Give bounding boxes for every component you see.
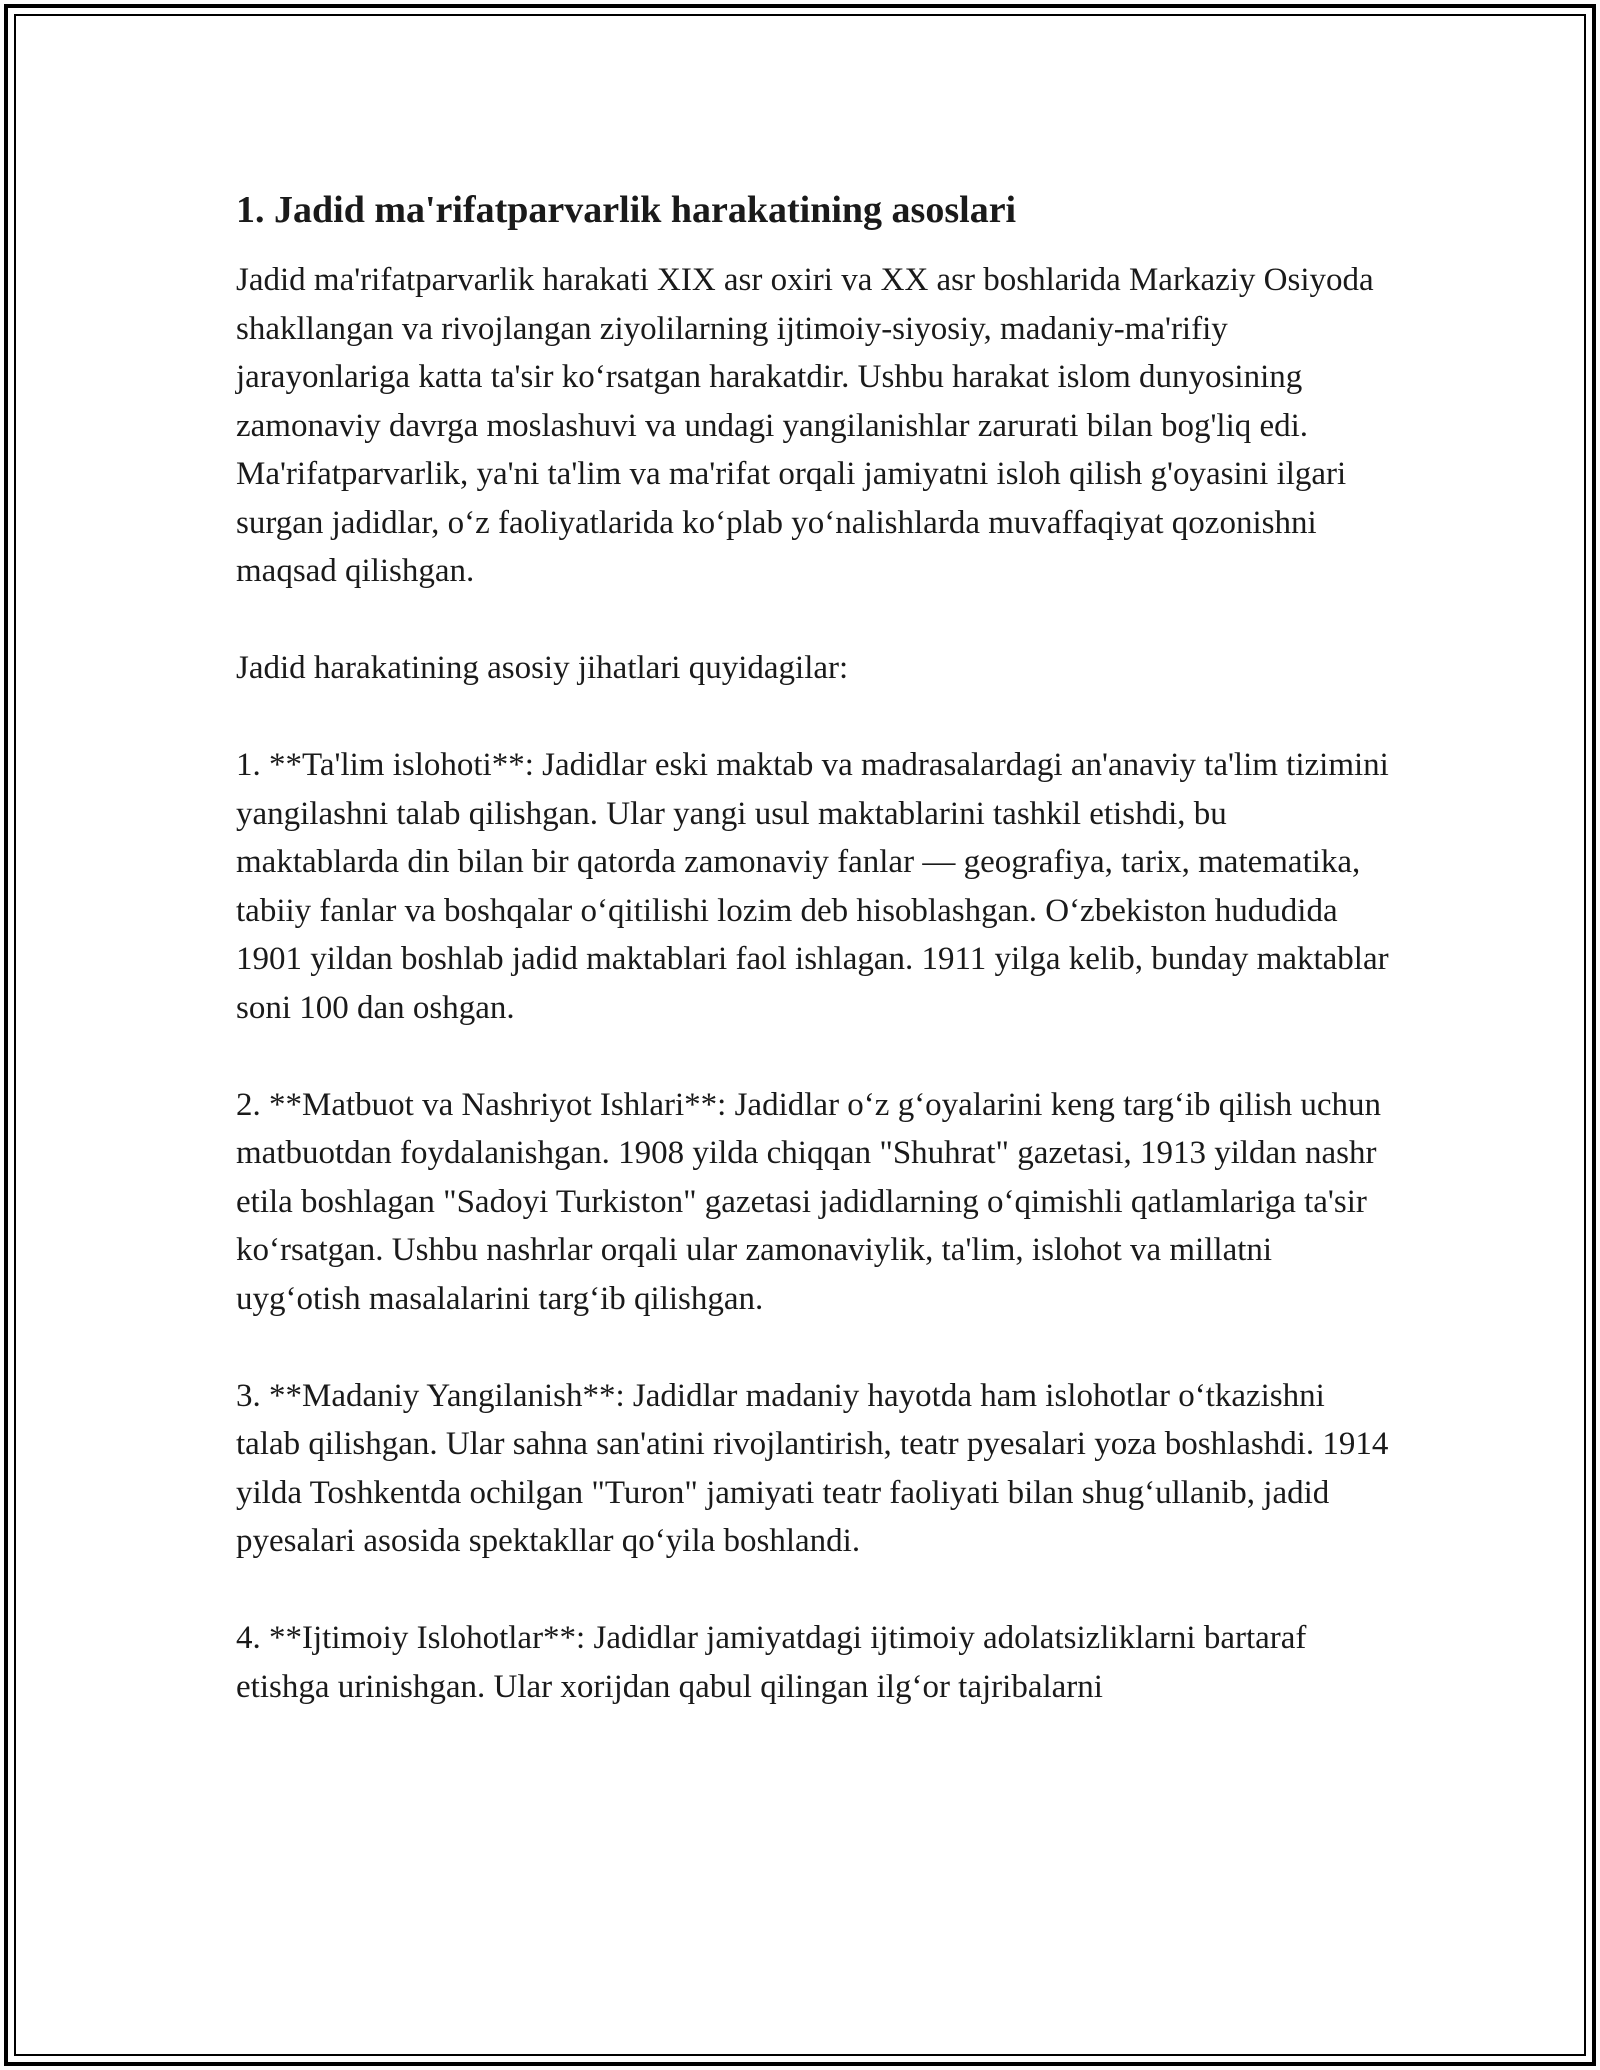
cultural-renewal-paragraph: 3. **Madaniy Yangilanish**: Jadidlar madaniy hayotda ham islohotlar o‘tkazishni talab qilishgan. Ular sahna san'atini rivojlantirish, teatr pyesalari yoza boshlashdi. 1914 yilda Toshkentda ochilgan "Turon" jamiyati teatr faoliyati bilan shug‘ullanib, jadid pyesalari asosida spektakllar qo‘yila boshlandi. (236, 1377, 1389, 1559)
social-reforms-paragraph: 4. **Ijtimoiy Islohotlar**: Jadidlar jamiyatdagi ijtimoiy adolatsizliklarni bartaraf etishga urinishgan. Ular xorijdan qabul qilingan ilg‘or tajribalarni (236, 1620, 1307, 1705)
intro-paragraph: Jadid ma'rifatparvarlik harakati XIX asr oxiri va XX asr boshlarida Markaziy Osiyoda shakllangan va rivojlangan ziyolilarning ijtimoiy-siyosiy, madaniy-ma'rifiy jarayonlariga katta ta'sir ko‘rsatgan harakatdir. Ushbu harakat islom dunyosining zamonaviy davrga moslashuvi va undagi yangilanishlar zarurati bilan bog'liq edi. Ma'rifatparvarlik, ya'ni ta'lim va ma'rifat orqali jamiyatni isloh qilish g'oyasini ilgari surgan jadidlar, o‘z faoliyatlarida ko‘plab yo‘nalishlarda muvaffaqiyat qozonishni maqsad qilishgan. (236, 262, 1374, 589)
aspects-lead-paragraph: Jadid harakatining asosiy jihatlari quyidagilar: (236, 650, 849, 686)
document-body (236, 186, 1396, 1760)
section-heading: 1. Jadid ma'rifatparvarlik harakatining asoslari (236, 189, 1017, 231)
education-reform-paragraph: 1. **Ta'lim islohoti**: Jadidlar eski maktab va madrasalardagi an'anaviy ta'lim tizimini yangilashni talab qilishgan. Ular yangi usul maktablarini tashkil etishdi, bu maktablarda din bilan bir qatorda zamonaviy fanlar — geografiya, tarix, matematika, tabiiy fanlar va boshqalar o‘qitilishi lozim deb hisoblashgan. O‘zbekiston hududida 1901 yildan boshlab jadid maktablari faol ishlagan. 1911 yilga kelib, bunday maktablar soni 100 dan oshgan. (236, 747, 1389, 1026)
press-publishing-paragraph: 2. **Matbuot va Nashriyot Ishlari**: Jadidlar o‘z g‘oyalarini keng targ‘ib qilish uchun matbuotdan foydalanishgan. 1908 yilda chiqqan "Shuhrat" gazetasi, 1913 yildan nashr etila boshlagan "Sadoyi Turkiston" gazetasi jadidlarning o‘qimishli qatlamlariga ta'sir ko‘rsatgan. Ushbu nashrlar orqali ular zamonaviylik, ta'lim, islohot va millatni uyg‘otish masalalarini targ‘ib qilishgan. (236, 1086, 1381, 1317)
